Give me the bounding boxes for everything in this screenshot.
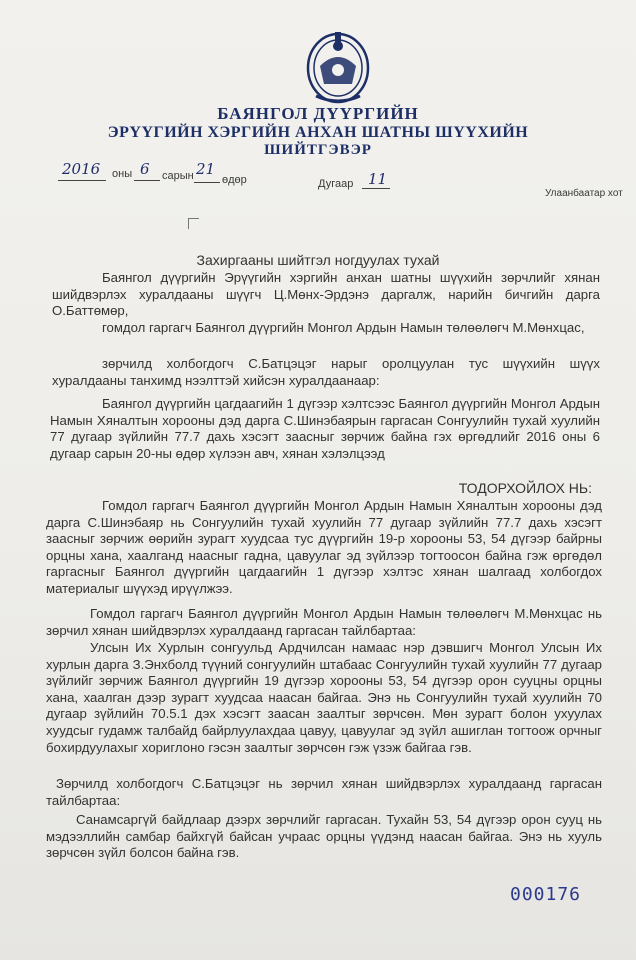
day-underline [194,182,220,183]
number-value: 11 [368,170,388,188]
paragraph-complainant-statement-intro: Гомдол гаргагч Баянгол дүүргийн Монгол Ардын Намын төлөөлөгч М.Мөнхцас нь зөрчил хянан шийдвэрлэх хуралдаанд гаргасан тайлбартаа: [46,606,602,638]
state-emblem-icon [302,26,374,106]
month-underline [134,180,160,181]
paragraph-complainant-statement: Улсын Их Хурлын сонгуульд Ардчилсан намаас нэр дэвшигч Монгол Улсын Их хурлын дарга З.Энхболд түүний сонгуулийн штабаас Сонгуулийн тухай хуулийн 77 дугаар зүйлийг зөрчиж Баянгол дүүргийн 19 дүгээр хорооны 53, 54 дүгээр орон сууцны орцны хана, хаалган дээр зурагт хуудсаа наасан байгаа. Энэ нь Сонгуулийн тухай хуулийн 70 дугаар зүйлийн 70.5.1 дэх хэсэгт заасан заалтыг зөрчсөн. Мөн зурагт болон ухуулах хуудсыг гудамж талбайд байрлуулахдаа цавуу, цавуулаг эд зүйл ашиглан тогтоож орчныг бохирдуулахыг хориглоно гэсэн заалтыг зөрчсөн гэж үзэж байгаа гэв. [46,640,602,755]
page-number-stamp: 000176 [510,884,582,905]
corner-mark [188,218,199,229]
paragraph-respondent-statement-intro: Зөрчилд холбогдогч С.Батцэцэг нь зөрчил хянан шийдвэрлэх хуралдаанд гаргасан тайлбартаа: [46,776,602,808]
paragraph-judge: Баянгол дүүргийн Эрүүгийн хэргийн анхан шатны шүүхийн зөрчлийг хянан шийдвэрлэх хуралдааны шүүгч Ц.Мөнх-Эрдэнэ даргалж, нарийн бичгийн дарга О.Баттөмөр, [52,270,600,319]
year-value: 2016 [62,160,101,178]
section-heading: ТОДОРХОЙЛОХ НЬ: [458,480,592,496]
paragraph-respondent-statement: Санамсаргүй байдлаар дээрх зөрчлийг гаргасан. Тухайн 53, 54 дүгээр орон сууц нь мэдээллийн самбар байхгүй байсан учраас орцны үүдэнд наасан байгаа. Энэ нь хууль зөрчсөн зүйл болсон байна гэв. [46,812,602,861]
place-label: Улаанбаатар хот [545,188,623,199]
month-suffix: сарын [162,170,194,182]
document-type-heading: ШИЙТГЭВЭР [264,142,372,158]
number-label: Дугаар [318,178,354,190]
document-title: Захиргааны шийтгэл ногдуулах тухай [196,252,440,268]
number-underline [362,188,390,189]
month-value: 6 [140,160,150,178]
paragraph-petition: Баянгол дүүргийн цагдаагийн 1 дүгээр хэлтсээс Баянгол дүүргийн Монгол Ардын Намын Хяналтын хорооны дэд дарга С.Шинэбаярын гаргасан Сонгуулийн тухай хуулийн 77 дугаар зүйлийн 77.7 дахь хэсэгт заасныг зөрчиж байна гэх өргөдлийг 2016 оны 6 дугаар сарын 20-ны өдөр хүлээн авч, хянан хэлэлцээд [50,396,600,461]
court-name-line2: ЭРҮҮГИЙН ХЭРГИЙН АНХАН ШАТНЫ ШҮҮХИЙН [107,124,529,141]
day-suffix: өдөр [222,174,247,186]
year-suffix: оны [112,168,133,180]
paragraph-complaint: Гомдол гаргагч Баянгол дүүргийн Монгол Ардын Намын Хяналтын хорооны дэд дарга С.Шинэбаяр нь Сонгуулийн тухай хуулийн 77 дугаар зүйлийн 77.7 дахь хэсэгт заасныг зөрчиж өөрийн зурагт хуудсаа тус дүүргийн 19-р хорооны 53, 54 дүгээр байрны орцны хана, хаалганд наасныг гадна, цавуулаг эд зүйлээр тогтоосон байна гэж өргөдөл гаргасныг Баянгол дүүргийн цагдаагийн 1 дүгээр хэлтэс хянан шалгаад холбогдох материалыг шүүхэд ирүүлжээ. [46,498,602,596]
court-name-line1: БАЯНГОЛ ДҮҮРГИЙН [217,104,419,123]
day-value: 21 [196,160,216,178]
paragraph-respondent: зөрчилд холбогдогч С.Батцэцэг нарыг оролцуулан тус шүүхийн шүүх хуралдааны танхимд нээлттэй хийсэн хуралдаанаар: [52,356,600,388]
year-underline [58,180,106,181]
paragraph-complainant: гомдол гаргагч Баянгол дүүргийн Монгол Ардын Намын төлөөлөгч М.Мөнхцас, [102,320,585,335]
